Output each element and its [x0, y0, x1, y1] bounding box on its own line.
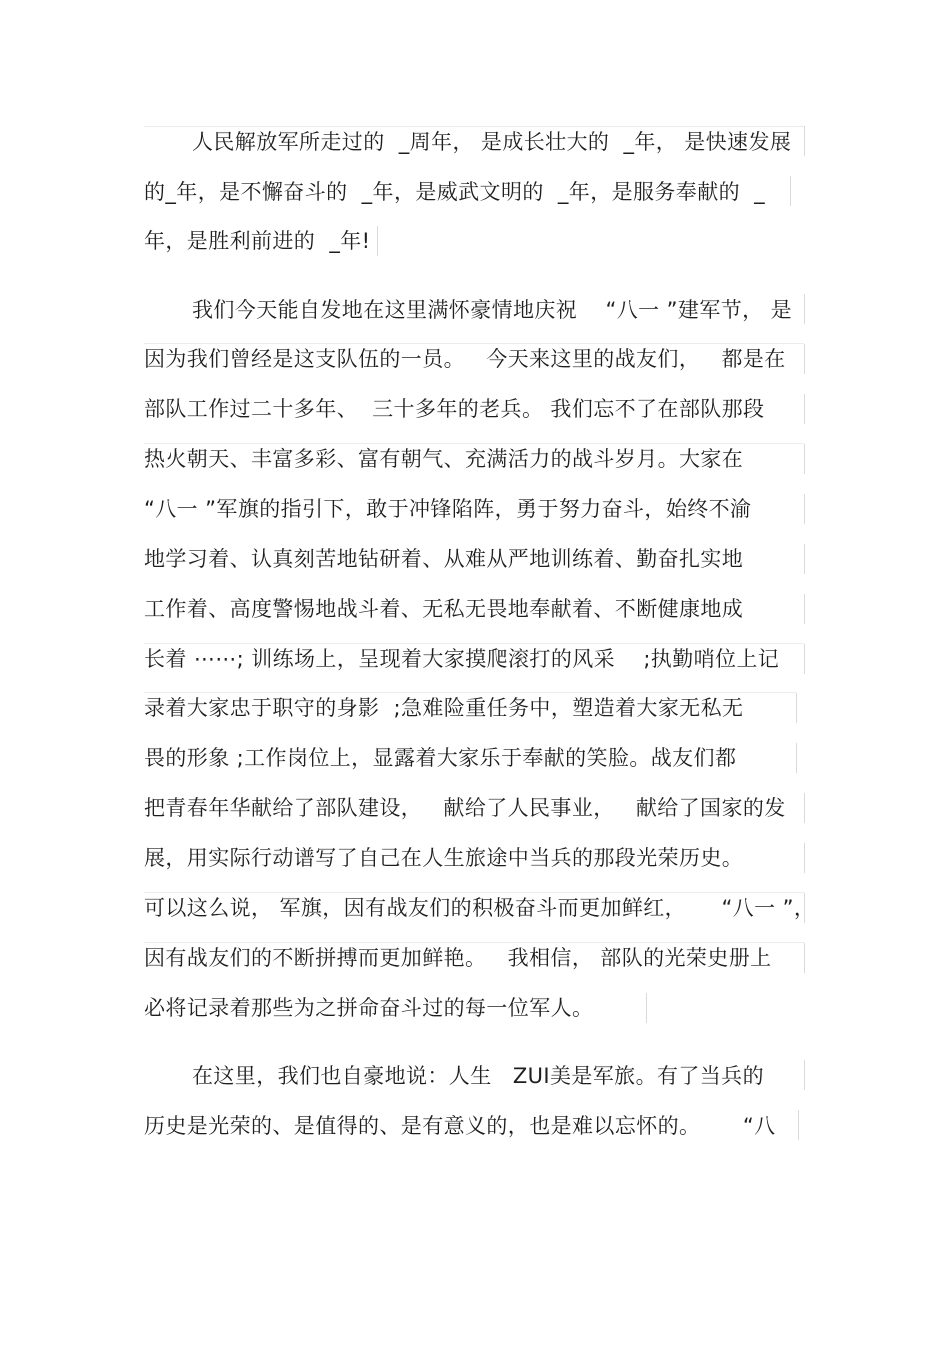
scan-rule [144, 343, 804, 344]
scan-edge-bar [804, 843, 805, 873]
paragraph-2-line-2: 因为我们曾经是这支队伍的一员。 今天来这里的战友们， 都是在 [144, 347, 786, 371]
scan-edge-bar [804, 594, 805, 624]
scan-edge-bar [804, 344, 805, 374]
scan-edge-bar [804, 444, 805, 474]
paragraph-2-line-3: 部队工作过二十多年、 三十多年的老兵。 我们忘不了在部队那段 [144, 397, 765, 421]
scan-edge-bar [804, 294, 805, 324]
paragraph-2-line-10: 畏的形象 ;工作岗位上，显露着大家乐于奉献的笑脸。战友们都 [144, 746, 737, 770]
scan-edge-bar [804, 544, 805, 574]
paragraph-2-line-12: 展，用实际行动谱写了自己在人生旅途中当兵的那段光荣历史。 [144, 846, 744, 870]
paragraph-1-line-3: 年，是胜利前进的 _年! [144, 229, 371, 253]
paragraph-2-line-4: 热火朝天、丰富多彩、富有朝气、充满活力的战斗岁月。大家在 [144, 447, 744, 471]
paragraph-2-line-6: 地学习着、认真刻苦地钻研着、从难从严地训练着、勤奋扎实地 [144, 547, 744, 571]
paragraph-2-line-1: 我们今天能自发地在这里满怀豪情地庆祝 “八一 ”建军节， 是 [192, 298, 793, 322]
scan-edge-bar [804, 1060, 805, 1090]
paragraph-2-line-11: 把青春年华献给了部队建设， 献给了人民事业， 献给了国家的发 [144, 796, 786, 820]
scan-edge-bar [377, 226, 378, 256]
scan-edge-bar [804, 394, 805, 424]
scan-edge-bar [796, 743, 797, 773]
scan-edge-bar [804, 793, 805, 823]
scan-edge-bar [804, 126, 805, 156]
paragraph-2-line-15: 必将记录着那些为之拼命奋斗过的每一位军人。 [144, 996, 594, 1020]
scan-rule [144, 692, 796, 693]
paragraph-2-line-9: 录着大家忠于职守的身影 ;急难险重任务中，塑造着大家无私无 [144, 696, 744, 720]
paragraph-3-line-1: 在这里，我们也自豪地说：人生 ZUI美是军旅。有了当兵的 [192, 1064, 764, 1088]
scan-rule [144, 892, 804, 893]
scan-edge-bar [804, 893, 805, 923]
scan-rule [144, 942, 804, 943]
scan-edge-bar [796, 693, 797, 723]
paragraph-3-line-2: 历史是光荣的、是值得的、是有意义的，也是难以忘怀的。 “八 [144, 1114, 776, 1138]
scan-edge-bar [790, 176, 791, 206]
scan-edge-bar [804, 494, 805, 524]
scan-edge-bar [646, 993, 647, 1023]
paragraph-2-line-13: 可以这么说， 军旗，因有战友们的积极奋斗而更加鲜红， “八一 ”， [144, 896, 816, 920]
paragraph-1-line-2: 的_年，是不懈奋斗的 _年，是威武文明的 _年，是服务奉献的 _ [144, 180, 766, 204]
scan-edge-bar [798, 1110, 799, 1140]
paragraph-2-line-7: 工作着、高度警惕地战斗着、无私无畏地奉献着、不断健康地成 [144, 597, 744, 621]
paragraph-2-line-14: 因有战友们的不断拼搏而更加鲜艳。 我相信， 部队的光荣史册上 [144, 946, 772, 970]
paragraph-1-line-1: 人民解放军所走过的 _周年， 是成长壮大的 _年， 是快速发展 [192, 130, 792, 154]
scan-rule [144, 643, 804, 644]
scan-rule [144, 126, 804, 127]
scan-edge-bar [804, 943, 805, 973]
paragraph-2-line-5: “八一 ”军旗的指引下，敢于冲锋陷阵，勇于努力奋斗，始终不渝 [144, 497, 752, 521]
scan-rule [144, 443, 804, 444]
scan-edge-bar [804, 644, 805, 674]
paragraph-2-line-8: 长着 ⋯⋯; 训练场上，呈现着大家摸爬滚打的风采 ;执勤哨位上记 [144, 647, 780, 671]
